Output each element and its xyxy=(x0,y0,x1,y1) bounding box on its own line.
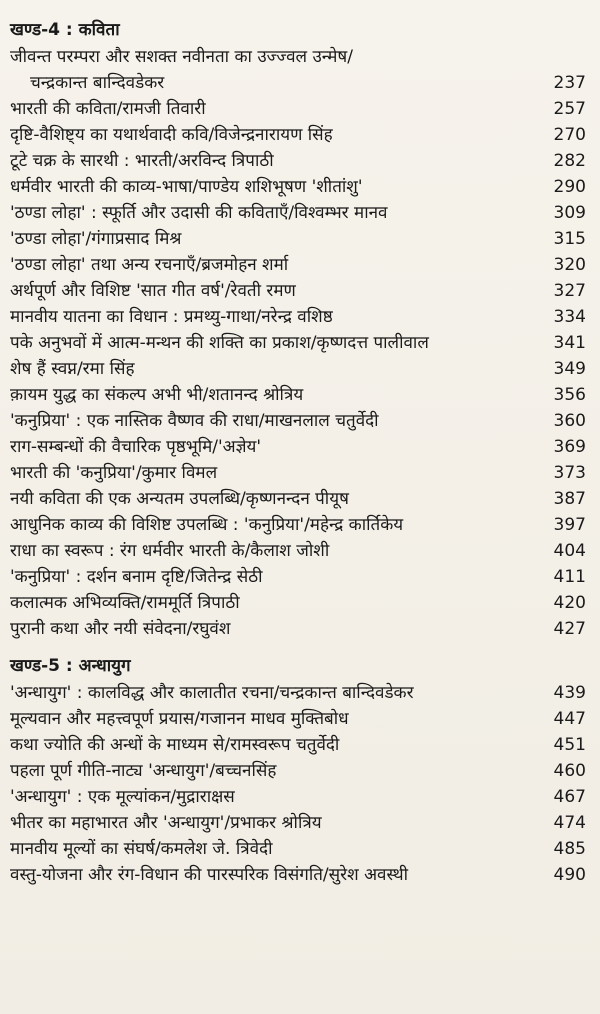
section-heading-kavita: खण्ड-4 : कविता xyxy=(10,20,120,40)
toc-entry xyxy=(10,590,586,616)
entry-title: 'अन्धायुग' : एक मूल्यांकन/मुद्राराक्षस xyxy=(10,787,235,807)
toc-entry xyxy=(10,122,586,148)
toc-entry xyxy=(10,706,586,732)
entry-page-number: 369 xyxy=(553,437,586,457)
entry-page-number: 460 xyxy=(553,761,586,781)
toc-entry xyxy=(10,758,586,784)
entry-title: वस्तु-योजना और रंग-विधान की पारस्परिक विसंगति/सुरेश अवस्थी xyxy=(10,865,409,885)
entry-page-number: 282 xyxy=(553,151,586,171)
entry-page-number: 474 xyxy=(553,813,586,833)
entry-title: 'कनुप्रिया' : एक नास्तिक वैष्णव की राधा/माखनलाल चतुर्वेदी xyxy=(10,411,379,431)
entry-page-number: 327 xyxy=(553,281,586,301)
entry-title: शेष हैं स्वप्न/रमा सिंह xyxy=(10,359,135,379)
toc-entry xyxy=(10,330,586,356)
entry-title: 'ठण्डा लोहा'/गंगाप्रसाद मिश्र xyxy=(10,229,182,249)
toc-entry xyxy=(10,836,586,862)
entry-page-number: 270 xyxy=(553,125,586,145)
entry-title-line1: जीवन्त परम्परा और सशक्त नवीनता का उज्ज्वल उन्मेष/ xyxy=(10,47,353,67)
entry-line2 xyxy=(10,70,586,96)
toc-entry xyxy=(10,784,586,810)
entry-title: मूल्यवान और महत्त्वपूर्ण प्रयास/गजानन माधव मुक्तिबोध xyxy=(10,709,349,729)
entry-page-number: 397 xyxy=(553,515,586,535)
toc-entry xyxy=(10,278,586,304)
entry-page-number: 309 xyxy=(553,203,586,223)
entry-title: 'कनुप्रिया' : दर्शन बनाम दृष्टि/जितेन्द्र सेठी xyxy=(10,567,263,587)
entry-page-number: 467 xyxy=(553,787,586,807)
entry-title: पुरानी कथा और नयी संवेदना/रघुवंश xyxy=(10,619,231,639)
entry-title: कथा ज्योति की अन्धों के माध्यम से/रामस्वरूप चतुर्वेदी xyxy=(10,735,340,755)
entry-page-number: 451 xyxy=(553,735,586,755)
entry-title: 'ठण्डा लोहा' : स्फूर्ति और उदासी की कविताएँ/विश्वम्भर मानव xyxy=(10,203,388,223)
entry-title: कलात्मक अभिव्यक्ति/राममूर्ति त्रिपाठी xyxy=(10,593,240,613)
entry-page-number: 349 xyxy=(553,359,586,379)
toc-entry xyxy=(10,732,586,758)
entry-page-number: 439 xyxy=(553,683,586,703)
entry-page-number: 320 xyxy=(553,255,586,275)
toc-entry xyxy=(10,810,586,836)
entry-title: भीतर का महाभारत और 'अन्धायुग'/प्रभाकर श्रोत्रिय xyxy=(10,813,322,833)
entry-page-number: 237 xyxy=(553,73,586,93)
entry-title: धर्मवीर भारती की काव्य-भाषा/पाण्डेय शशिभूषण 'शीतांशु' xyxy=(10,177,363,197)
toc-entry xyxy=(10,148,586,174)
entry-page-number: 356 xyxy=(553,385,586,405)
entry-page-number: 334 xyxy=(553,307,586,327)
toc-entry xyxy=(10,862,586,888)
entry-title: भारती की कविता/रामजी तिवारी xyxy=(10,99,206,119)
toc-entry xyxy=(10,434,586,460)
entry-title: टूटे चक्र के सारथी : भारती/अरविन्द त्रिपाठी xyxy=(10,151,274,171)
entry-title: क़ायम युद्ध का संकल्प अभी भी/शतानन्द श्रोत्रिय xyxy=(10,385,304,405)
entry-page-number: 420 xyxy=(553,593,586,613)
toc-entry xyxy=(10,174,586,200)
toc-entry xyxy=(10,382,586,408)
entry-page-number: 485 xyxy=(553,839,586,859)
entry-title: दृष्टि-वैशिष्ट्य का यथार्थवादी कवि/विजेन्द्रनारायण सिंह xyxy=(10,125,333,145)
entry-page-number: 257 xyxy=(553,99,586,119)
entry-page-number: 315 xyxy=(553,229,586,249)
entry-title: भारती की 'कनुप्रिया'/कुमार विमल xyxy=(10,463,218,483)
entry-title: पहला पूर्ण गीति-नाट्य 'अन्धायुग'/बच्चनसिंह xyxy=(10,761,277,781)
toc-entry xyxy=(10,44,586,96)
toc-entry xyxy=(10,564,586,590)
entry-title: 'ठण्डा लोहा' तथा अन्य रचनाएँ/ब्रजमोहन शर्मा xyxy=(10,255,289,275)
entry-page-number: 490 xyxy=(553,865,586,885)
toc-entry xyxy=(10,680,586,706)
toc-entry xyxy=(10,226,586,252)
toc-list-kavita xyxy=(10,44,586,642)
toc-entry xyxy=(10,616,586,642)
toc-entry xyxy=(10,356,586,382)
entry-title: 'अन्धायुग' : कालविद्ध और कालातीत रचना/चन्द्रकान्त बान्दिवडेकर xyxy=(10,683,414,703)
entry-title: मानवीय यातना का विधान : प्रमथ्यु-गाथा/नरेन्द्र वशिष्ठ xyxy=(10,307,333,327)
entry-title: नयी कविता की एक अन्यतम उपलब्धि/कृष्णनन्दन पीयूष xyxy=(10,489,349,509)
toc-entry xyxy=(10,460,586,486)
toc-entry xyxy=(10,538,586,564)
toc-entry xyxy=(10,408,586,434)
toc-entry xyxy=(10,486,586,512)
entry-title: राधा का स्वरूप : रंग धर्मवीर भारती के/कैलाश जोशी xyxy=(10,541,330,561)
section-heading-andhayug: खण्ड-5 : अन्धायुग xyxy=(10,656,131,676)
entry-page-number: 411 xyxy=(553,567,586,587)
toc-entry xyxy=(10,304,586,330)
entry-page-number: 447 xyxy=(553,709,586,729)
entry-page-number: 290 xyxy=(553,177,586,197)
entry-title-line2: चन्द्रकान्त बान्दिवडेकर xyxy=(30,73,165,93)
entry-title: आधुनिक काव्य की विशिष्ट उपलब्धि : 'कनुप्रिया'/महेन्द्र कार्तिकेय xyxy=(10,515,404,535)
entry-page-number: 360 xyxy=(553,411,586,431)
toc-list-andhayug xyxy=(10,680,586,888)
toc-entry xyxy=(10,96,586,122)
entry-page-number: 404 xyxy=(553,541,586,561)
entry-page-number: 387 xyxy=(553,489,586,509)
entry-title: मानवीय मूल्यों का संघर्ष/कमलेश जे. त्रिवेदी xyxy=(10,839,273,859)
entry-page-number: 427 xyxy=(553,619,586,639)
toc-entry xyxy=(10,512,586,538)
entry-title: अर्थपूर्ण और विशिष्ट 'सात गीत वर्ष'/रेवती रमण xyxy=(10,281,296,301)
toc-entry xyxy=(10,200,586,226)
entry-title: राग-सम्बन्धों की वैचारिक पृष्ठभूमि/'अज्ञेय' xyxy=(10,437,262,457)
entry-page-number: 341 xyxy=(553,333,586,353)
entry-title: पके अनुभवों में आत्म-मन्थन की शक्ति का प्रकाश/कृष्णदत्त पालीवाल xyxy=(10,333,429,353)
toc-entry xyxy=(10,252,586,278)
entry-page-number: 373 xyxy=(553,463,586,483)
